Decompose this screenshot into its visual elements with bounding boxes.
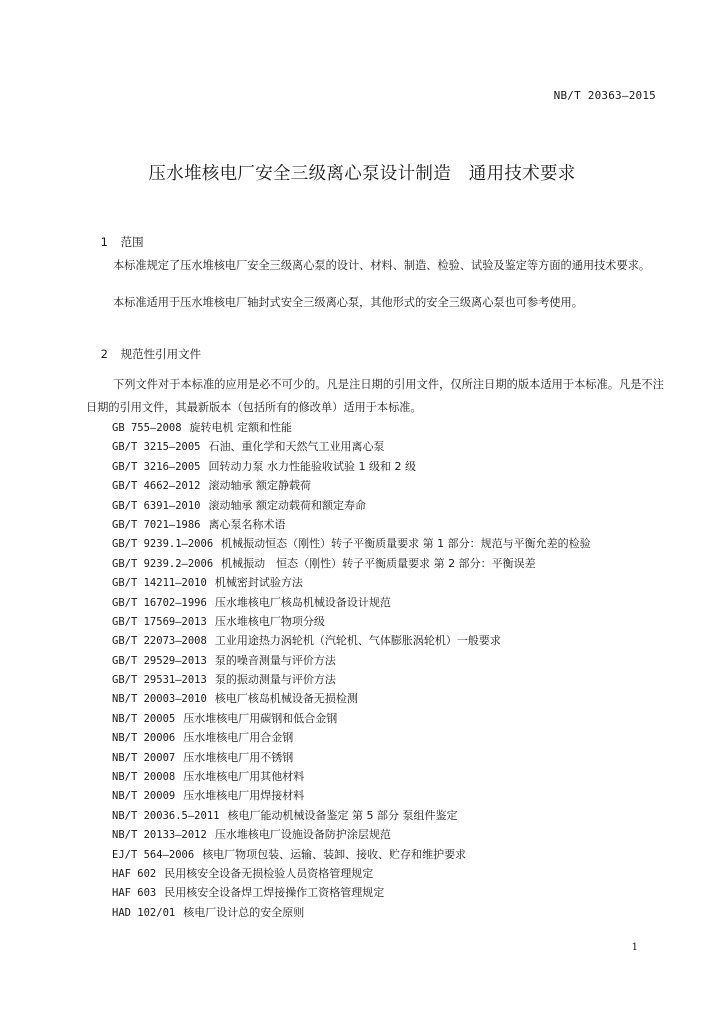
reference-title: 旋转电机 定额和性能 bbox=[189, 421, 293, 434]
reference-code: GB/T 9239.1—2006 bbox=[112, 538, 214, 551]
reference-code: GB 755—2008 bbox=[112, 422, 182, 434]
reference-item bbox=[112, 534, 591, 553]
standard-number: NB/T 20363—2015 bbox=[553, 89, 656, 102]
reference-title: 离心泵名称术语 bbox=[208, 517, 286, 531]
reference-code: HAF 602 bbox=[112, 867, 157, 880]
reference-title: 机械振动恒态（刚性）转子平衡质量要求 第 1 部分：规范与平衡允差的检验 bbox=[221, 537, 591, 551]
reference-code: GB/T 7021—1986 bbox=[112, 518, 201, 531]
scope-paragraph-2: 本标准适用于压水堆核电厂轴封式安全三级离心泵，其他形式的安全三级离心泵也可参考使用。 bbox=[113, 296, 583, 309]
reference-item bbox=[112, 748, 591, 767]
reference-code: GB/T 16702—1996 bbox=[112, 596, 207, 609]
reference-item bbox=[112, 612, 591, 631]
reference-item bbox=[112, 651, 591, 670]
reference-item bbox=[112, 437, 591, 456]
reference-code: GB/T 3216—2005 bbox=[112, 460, 201, 473]
reference-code: GB/T 17569—2013 bbox=[112, 615, 207, 628]
reference-item bbox=[112, 883, 591, 902]
section-1-number: 1 bbox=[100, 235, 108, 249]
reference-code: GB/T 3215—2005 bbox=[112, 441, 201, 454]
reference-item bbox=[112, 457, 591, 476]
reference-title: 压水堆核电厂核岛机械设备设计规范 bbox=[214, 595, 391, 609]
reference-code: HAF 603 bbox=[112, 887, 157, 900]
reference-title: 滚动轴承 额定动载荷和额定寿命 bbox=[208, 498, 367, 512]
reference-title: 机械振动 恒态（刚性）转子平衡质量要求 第 2 部分：平衡误差 bbox=[221, 556, 536, 570]
reference-title: 压水堆核电厂设施设备防护涂层规范 bbox=[214, 828, 391, 842]
reference-code: NB/T 20007 bbox=[112, 751, 176, 764]
page-number: 1 bbox=[631, 942, 638, 953]
reference-code: GB/T 29529—2013 bbox=[112, 654, 207, 667]
reference-title: 机械密封试验方法 bbox=[214, 576, 303, 590]
reference-item bbox=[112, 554, 591, 573]
reference-title: 压水堆核电厂物项分级 bbox=[214, 614, 325, 628]
reference-code: EJ/T 564—2006 bbox=[112, 848, 195, 861]
reference-item bbox=[112, 689, 591, 708]
reference-code: NB/T 20003—2010 bbox=[112, 693, 207, 706]
reference-item bbox=[112, 728, 591, 747]
reference-item bbox=[112, 418, 591, 437]
reference-code: GB/T 29531—2013 bbox=[112, 674, 207, 687]
reference-code: NB/T 20036.5—2011 bbox=[112, 809, 220, 822]
section-2-heading bbox=[86, 332, 201, 376]
reference-title: 民用核安全设备无损检验人员资格管理规定 bbox=[164, 866, 374, 880]
reference-title: 压水堆核电厂用不锈钢 bbox=[183, 750, 294, 764]
reference-title: 压水堆核电厂用合金钢 bbox=[183, 731, 294, 745]
scope-paragraph-1: 本标准规定了压水堆核电厂安全三级离心泵的设计、材料、制造、检验、试验及鉴定等方面的通用技术要求。 bbox=[113, 259, 651, 272]
reference-title: 核电厂能动机械设备鉴定 第 5 部分 泵组件鉴定 bbox=[227, 808, 458, 822]
reference-item bbox=[112, 845, 591, 864]
reference-code: GB/T 4662—2012 bbox=[112, 480, 201, 493]
reference-item bbox=[112, 864, 591, 883]
reference-title: 滚动轴承 额定静载荷 bbox=[208, 479, 312, 493]
reference-title: 工业用途热力涡轮机（汽轮机、气体膨胀涡轮机）一般要求 bbox=[214, 634, 501, 648]
reference-title: 泵的噪音测量与评价方法 bbox=[214, 653, 336, 667]
section-2-number: 2 bbox=[100, 347, 108, 361]
reference-code: NB/T 20009 bbox=[112, 790, 176, 803]
reference-code: NB/T 20006 bbox=[112, 732, 176, 745]
reference-title: 回转动力泵 水力性能验收试验 1 级和 2 级 bbox=[208, 459, 416, 473]
reference-code: NB/T 20133—2012 bbox=[112, 829, 207, 842]
reference-title: 压水堆核电厂用焊接材料 bbox=[183, 789, 305, 803]
reference-code: GB/T 6391—2010 bbox=[112, 499, 201, 512]
reference-title: 民用核安全设备焊工焊接操作工资格管理规定 bbox=[164, 886, 385, 900]
reference-title: 核电厂设计总的安全原则 bbox=[183, 905, 305, 919]
reference-title: 压水堆核电厂用碳钢和低合金钢 bbox=[183, 711, 338, 725]
reference-item bbox=[112, 670, 591, 689]
reference-title: 核电厂核岛机械设备无损检测 bbox=[214, 692, 358, 706]
section-1-title: 范围 bbox=[120, 235, 144, 249]
reference-code: GB/T 14211—2010 bbox=[112, 577, 207, 590]
reference-code: NB/T 20008 bbox=[112, 771, 176, 784]
reference-code: NB/T 20005 bbox=[112, 712, 176, 725]
reference-title: 压水堆核电厂用其他材料 bbox=[183, 770, 305, 784]
reference-code: GB/T 22073—2008 bbox=[112, 635, 207, 648]
reference-item bbox=[112, 786, 591, 805]
reference-item bbox=[112, 573, 591, 592]
reference-title: 核电厂物项包装、运输、装卸、接收、贮存和维护要求 bbox=[202, 847, 467, 861]
reference-item bbox=[112, 806, 591, 825]
reference-item bbox=[112, 515, 591, 534]
section-2-title: 规范性引用文件 bbox=[120, 347, 202, 361]
reference-item bbox=[112, 496, 591, 515]
reference-item bbox=[112, 903, 591, 922]
reference-item bbox=[112, 709, 591, 728]
reference-title: 石油、重化学和天然气工业用离心泵 bbox=[208, 440, 385, 454]
reference-list bbox=[112, 418, 591, 922]
reference-code: HAD 102/01 bbox=[112, 906, 176, 919]
reference-title: 泵的振动测量与评价方法 bbox=[214, 673, 336, 687]
document-title: 压水堆核电厂安全三级离心泵设计制造 通用技术要求 bbox=[148, 164, 576, 184]
reference-item bbox=[112, 825, 591, 844]
references-intro-paragraph: 下列文件对于本标准的应用是必不可少的。凡是注日期的引用文件，仅所注日期的版本适用于本标准。凡是不注日期的引用文件，其最新版本（包括所有的修改单）适用于本标准。 bbox=[86, 378, 664, 414]
reference-item bbox=[112, 476, 591, 495]
reference-item bbox=[112, 631, 591, 650]
reference-item bbox=[112, 767, 591, 786]
reference-code: GB/T 9239.2—2006 bbox=[112, 557, 214, 570]
reference-item bbox=[112, 593, 591, 612]
